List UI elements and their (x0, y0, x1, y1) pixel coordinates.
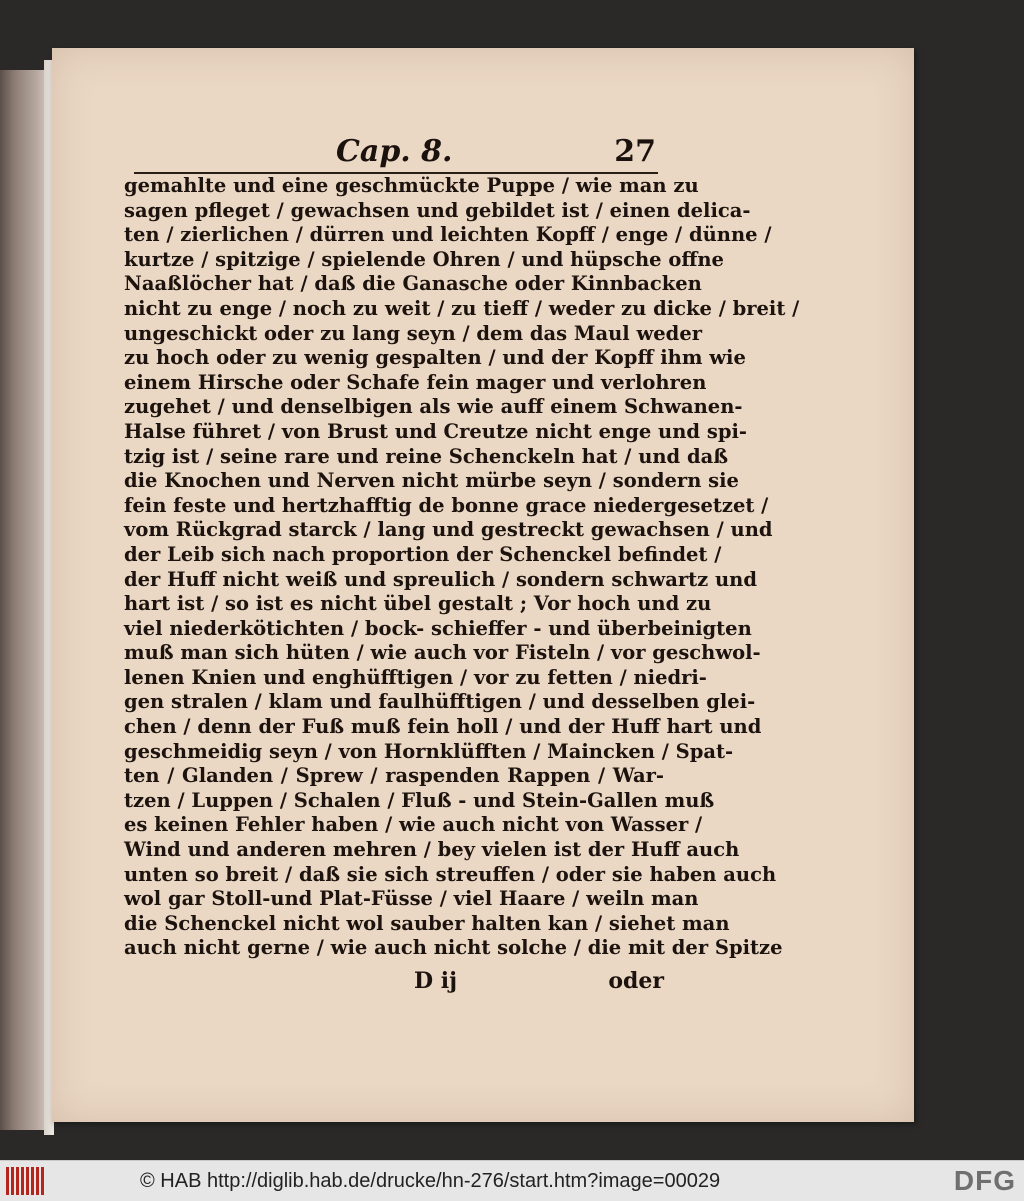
barcode-icon (6, 1167, 46, 1195)
text-line: zu hoch oder zu wenig gespalten / und der Kopff ihm wie (124, 346, 746, 370)
text-line: tzig ist / seine rare und reine Schenckeln hat / und daß (124, 444, 729, 468)
page-footer (124, 968, 664, 998)
catchword: oder (608, 968, 664, 994)
text-line: Halse führet / von Brust und Creutze nicht enge und spi- (124, 419, 747, 443)
text-line: einem Hirsche oder Schafe fein mager und verlohren (124, 370, 707, 394)
text-line: chen / denn der Fuß muß fein holl / und der Huff hart und (124, 715, 762, 739)
page-number: 27 (614, 134, 656, 169)
dfg-logo: DFG (953, 1165, 1016, 1196)
signature-mark: D ij (414, 968, 458, 994)
text-line: die Schenckel nicht wol sauber halten kan / siehet man (124, 911, 730, 935)
text-line: ten / zierlichen / dürren und leichten Kopff / enge / dünne / (124, 223, 772, 247)
text-line: Naaßlöcher hat / daß die Ganasche oder Kinnbacken (124, 272, 702, 296)
text-line: lenen Knien und enghüfftigen / vor zu fetten / niedri- (124, 665, 707, 689)
text-line: viel niederkötichten / bock- schieffer - und überbeinigten (124, 616, 752, 640)
viewer-footer-bar (0, 1160, 1024, 1201)
text-line: kurtze / spitzige / spielende Ohren / und hüpsche offne (124, 247, 724, 271)
book-page (52, 48, 914, 1122)
text-line: auch nicht gerne / wie auch nicht solche / die mit der Spitze (124, 936, 783, 960)
text-line: tzen / Luppen / Schalen / Fluß - und Stein-Gallen muß (124, 788, 715, 812)
text-line: zugehet / und denselbigen als wie auff einem Schwanen- (124, 395, 743, 419)
copyright-link[interactable]: © HAB http://diglib.hab.de/drucke/hn-276/start.htm?image=00029 (140, 1170, 721, 1192)
text-line: unten so breit / daß sie sich streuffen / oder sie haben auch (124, 862, 777, 886)
text-line: vom Rückgrad starck / lang und gestreckt gewachsen / und (124, 518, 773, 542)
previous-leaf-edge (0, 70, 46, 1130)
text-line: sagen pfleget / gewachsen und gebildet ist / einen delica- (124, 198, 751, 222)
text-line: es keinen Fehler haben / wie auch nicht von Wasser / (124, 813, 703, 837)
running-header (126, 134, 656, 174)
text-line: die Knochen und Nerven nicht mürbe seyn / sondern sie (124, 469, 739, 493)
text-line: geschmeidig seyn / von Hornklüfften / Maincken / Spat- (124, 739, 734, 763)
text-line: hart ist / so ist es nicht übel gestalt ; Vor hoch und zu (124, 592, 712, 616)
text-line: gen stralen / klam und faulhüfftigen / und desselben glei- (124, 690, 756, 714)
text-line: ten / Glanden / Sprew / raspenden Rappen / War- (124, 764, 664, 788)
text-line: gemahlte und eine geschmückte Puppe / wie man zu (124, 174, 699, 197)
text-line: nicht zu enge / noch zu weit / zu tieff / weder zu dicke / breit / (124, 296, 800, 320)
text-line: der Huff nicht weiß und spreulich / sondern schwartz und (124, 567, 757, 591)
chapter-heading: Cap. 8. (336, 134, 453, 169)
text-line: ungeschickt oder zu lang seyn / dem das Maul weder (124, 321, 703, 345)
text-line: wol gar Stoll-und Plat-Füsse / viel Haare / weiln man (124, 887, 699, 911)
text-line: der Leib sich nach proportion der Schenckel befindet / (124, 542, 722, 566)
body-text (124, 174, 800, 961)
text-line: Wind und anderen mehren / bey vielen ist der Huff auch (124, 838, 740, 862)
text-line: muß man sich hüten / wie auch vor Fisteln / vor geschwol- (124, 641, 761, 665)
text-line: fein feste und hertzhafftig de bonne grace niedergesetzet / (124, 493, 769, 517)
